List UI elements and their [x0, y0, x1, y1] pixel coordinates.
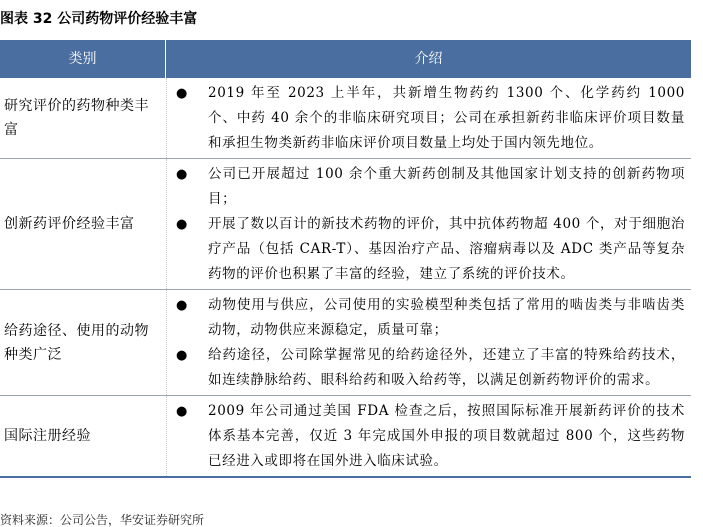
row-bullets [166, 159, 691, 289]
bullet-item: ● 2009 年公司通过美国 FDA 检查之后，按照国际标准开展新药评价的技术体系基本完善，仅近 3 年完成国外申报的项目数就超过 800 个，这些药物已经进入或即将在国外进入临床试验。 [167, 399, 691, 474]
bullet-item: ● 给药途径，公司除掌握常见的给药途径外，还建立了丰富的特殊给药技术，如连续静脉给药、眼科给药和吸入给药等，以满足创新药物评价的需求。 [167, 343, 691, 393]
row-category: 给药途径、使用的动物种类广泛 [4, 322, 149, 363]
header-intro: 介绍 [165, 40, 691, 78]
row-bullets [166, 290, 691, 395]
bullet-dot-icon: ● [176, 348, 188, 363]
table-row [0, 78, 691, 159]
row-category: 研究评价的药物种类丰富 [4, 98, 149, 138]
row-bullets [166, 396, 691, 476]
header-category: 类别 [68, 51, 97, 67]
table-row [0, 159, 691, 290]
bullet-dot-icon: ● [176, 167, 188, 182]
row-category: 国际注册经验 [4, 428, 91, 444]
row-bullets [166, 78, 691, 158]
source-note: 资料来源：公司公告，华安证券研究所 [0, 513, 205, 527]
bullet-dot-icon: ● [176, 298, 188, 313]
bullet-dot-icon: ● [176, 404, 188, 419]
bullet-dot-icon: ● [176, 217, 188, 232]
table-row [0, 396, 691, 478]
figure-title: 图表 32 公司药物评价经验丰富 [0, 11, 198, 27]
evaluation-experience-table [0, 40, 691, 478]
bullet-item: ● 2019 年至 2023 上半年，共新增生物药约 1300 个、化学药约 1000 个、中药 40 余个的非临床研究项目；公司在承担新药非临床评价项目数量和承担生物类新药非临床评价项目数量上均处于国内领先地位。 [167, 81, 691, 156]
row-category: 创新药评价经验丰富 [4, 216, 135, 232]
bullet-item: ● 公司已开展超过 100 余个重大新药创制及其他国家计划支持的创新药物项目； [167, 162, 691, 212]
bullet-item: ● 开展了数以百计的新技术药物的评价，其中抗体药物超 400 个，对于细胞治疗产品（包括 CAR-T）、基因治疗产品、溶瘤病毒以及 ADC 类产品等复杂药物的评价也积累了丰富的经验，建立了系统的评价技术。 [167, 212, 691, 287]
bullet-item: ● 动物使用与供应，公司使用的实验模型种类包括了常用的啮齿类与非啮齿类动物，动物供应来源稳定，质量可靠； [167, 293, 691, 343]
bullet-dot-icon: ● [176, 86, 188, 101]
table-header [0, 40, 691, 78]
table-row [0, 290, 691, 396]
